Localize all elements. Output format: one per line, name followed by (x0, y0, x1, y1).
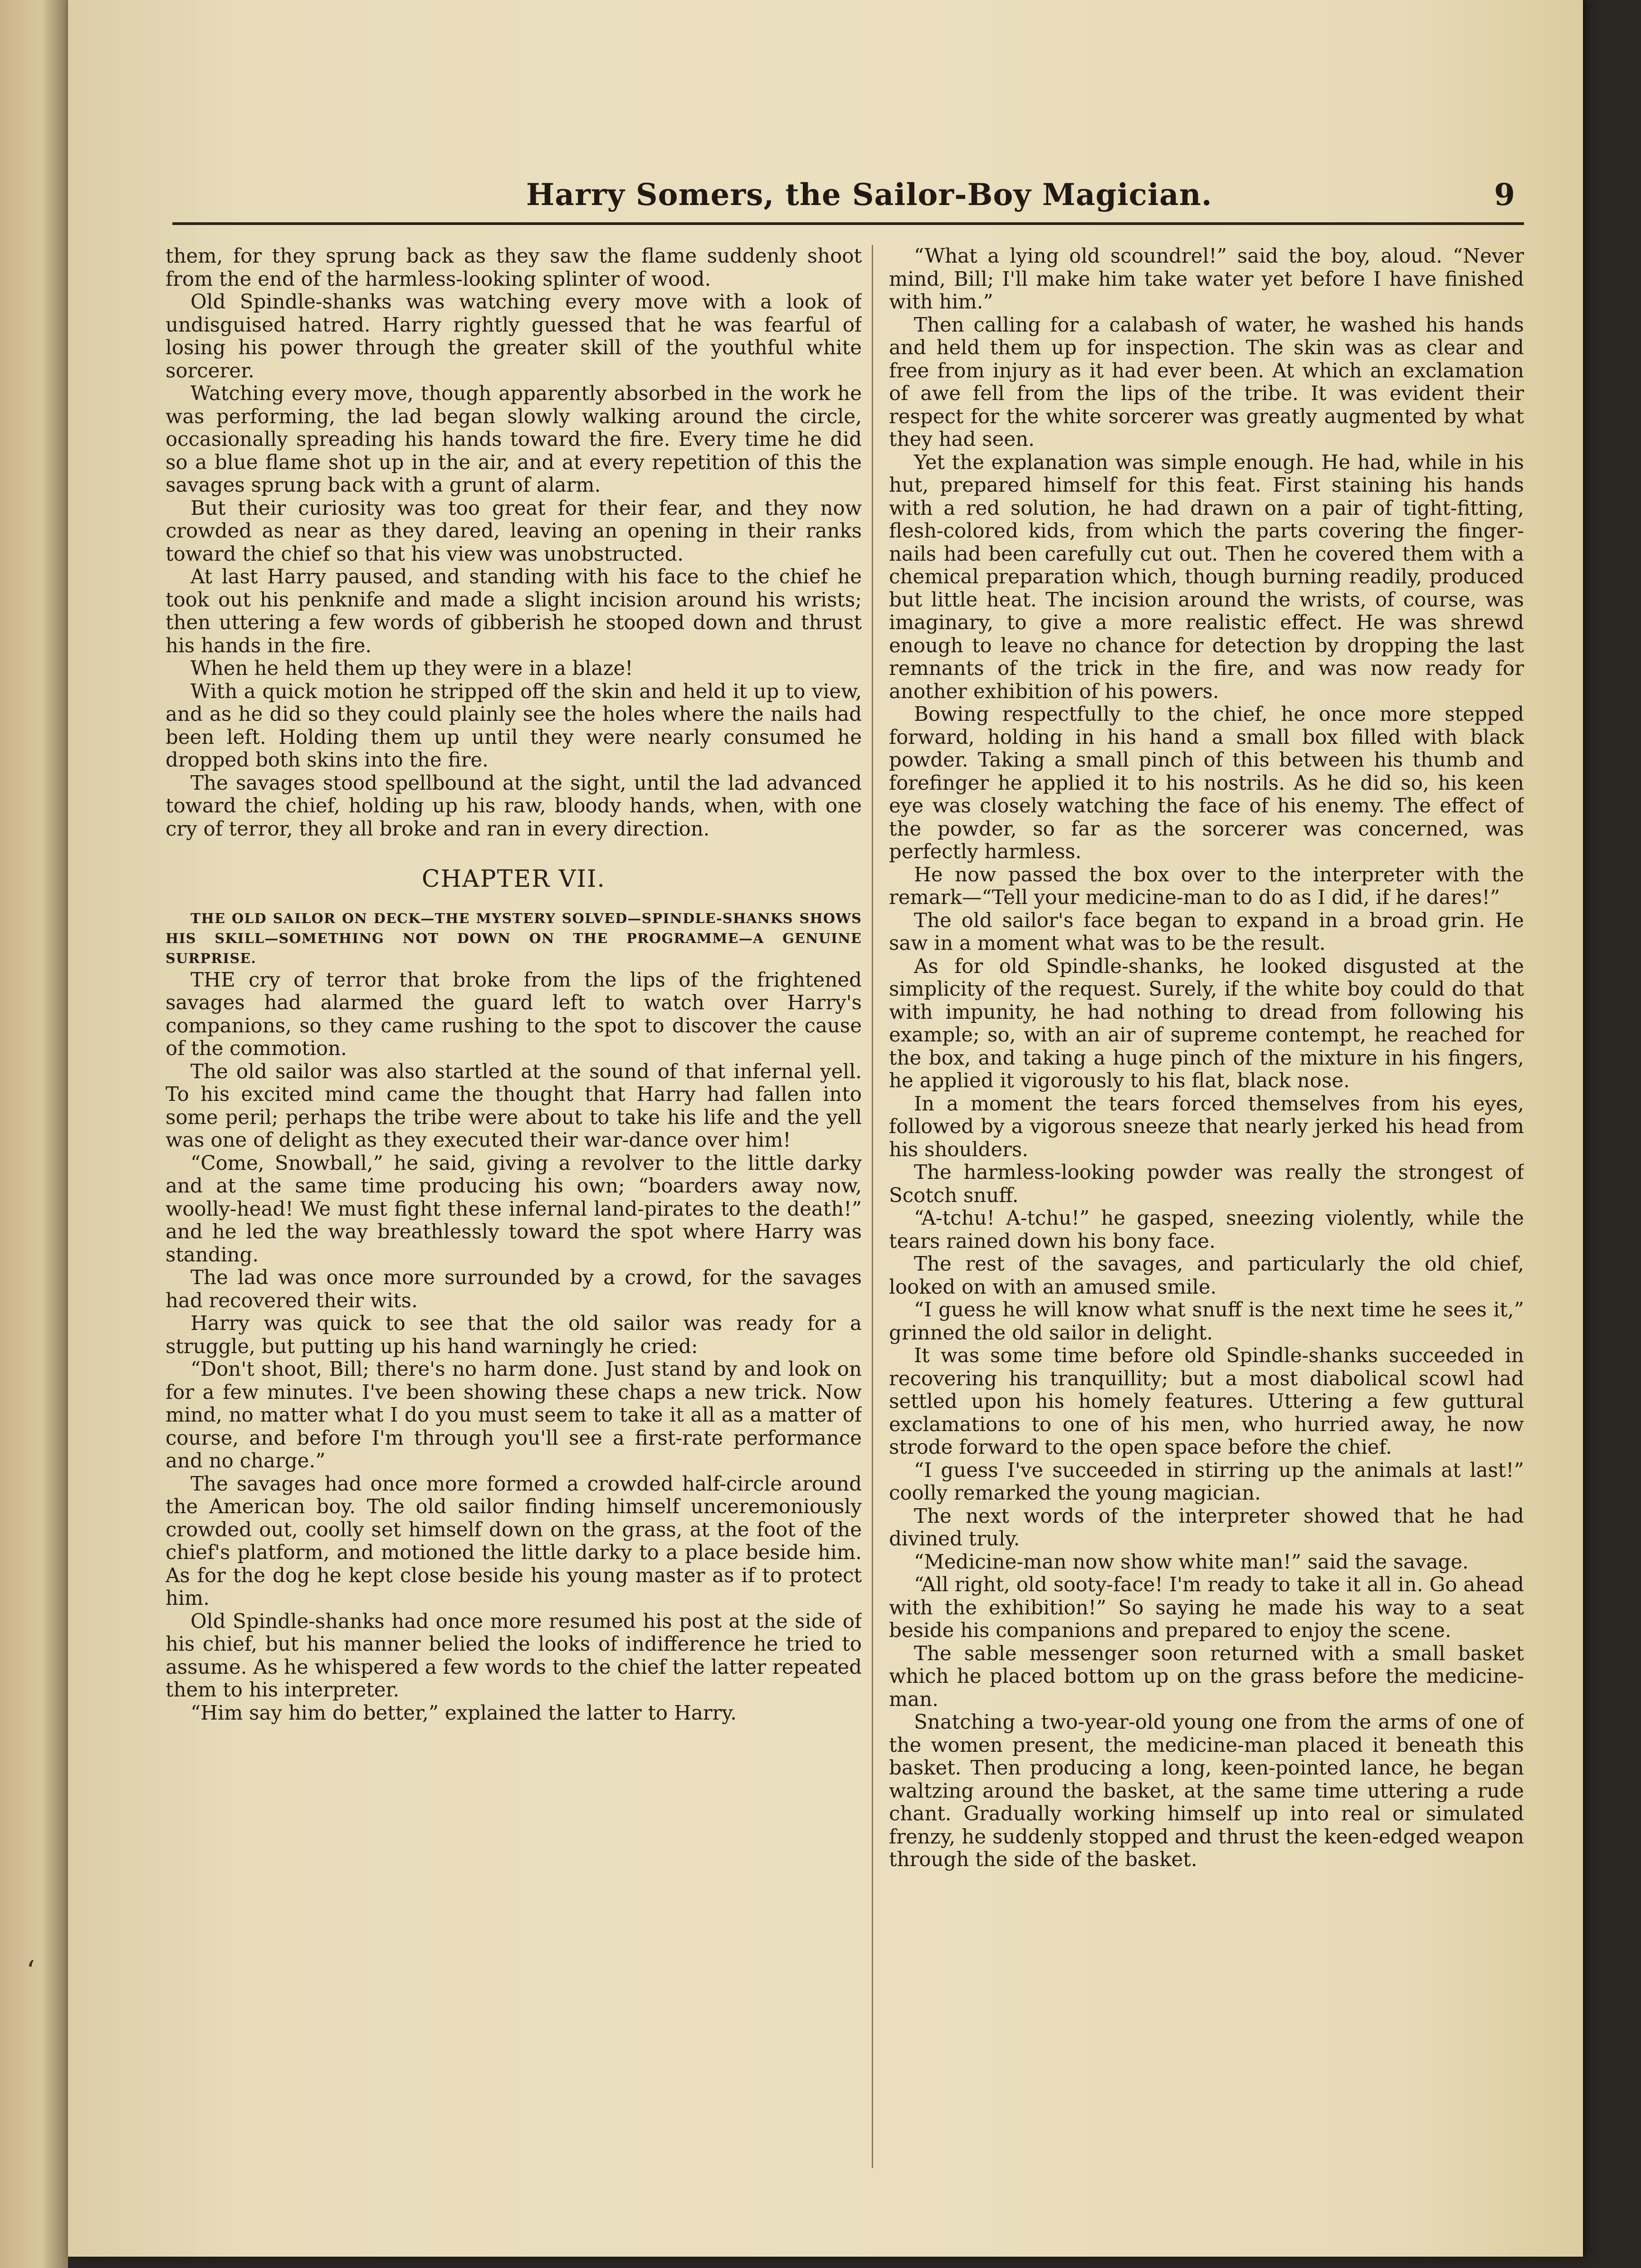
paragraph: THE cry of terror that broke from the lips of the frightened savages had alarmed the guard left to watch over Harry's companions, so they came rushing to the spot to discover the cause of the commotion. (166, 968, 862, 1060)
chapter-synopsis: THE OLD SAILOR ON DECK—THE MYSTERY SOLVED—SPINDLE-SHANKS SHOWS HIS SKILL—SOMETHING NOT DOWN ON THE PROGRAMME—A GENUINE SURPRISE. (166, 910, 862, 967)
paragraph: Watching every move, though apparently absorbed in the work he was performing, the lad began slowly walking around the circle, occasionally spreading his hands toward the fire. Every time he did so a blue flame shot up in the air, and at every repetition of this the savages sprung back with a grunt of alarm. (166, 382, 862, 497)
paragraph: The old sailor was also startled at the sound of that infernal yell. To his excited mind came the thought that Harry had fallen into some peril; perhaps the tribe were about to take his life and the yell was one of delight as they executed their war-dance over him! (166, 1060, 862, 1152)
paragraph: “Don't shoot, Bill; there's no harm done. Just stand by and look on for a few minutes. I've been showing these chaps a new trick. Now mind, no matter what I do you must seem to take it all as a matter of course, and before I'm through you'll see a first-rate performance and no charge.” (166, 1358, 862, 1472)
binding-gutter (0, 0, 68, 2268)
paragraph: But their curiosity was too great for their fear, and they now crowded as near as they dared, leaving an opening in their ranks toward the chief so that his view was unobstructed. (166, 497, 862, 566)
paragraph: Bowing respectfully to the chief, he once more stepped forward, holding in his hand a small box filled with black powder. Taking a small pinch of this between his thumb and forefinger he applied it to his nostrils. As he did so, his keen eye was closely watching the face of his enemy. The effect of the powder, so far as the sorcerer was concerned, was perfectly harmless. (889, 703, 1524, 863)
paragraph: The old sailor's face began to expand in a broad grin. He saw in a moment what was to be the result. (889, 909, 1524, 955)
paragraph: Old Spindle-shanks had once more resumed his post at the side of his chief, but his manner belied the looks of indifference he tried to assume. As he whispered a few words to the chief the latter repeated them to his interpreter. (166, 1610, 862, 1701)
paragraph: The savages stood spellbound at the sight, until the lad advanced toward the chief, holding up his raw, bloody hands, when, with one cry of terror, they all broke and ran in every direction. (166, 772, 862, 841)
paragraph: As for old Spindle-shanks, he looked disgusted at the simplicity of the request. Surely, if the white boy could do that with impunity, he had nothing to dread from following his example; so, with an air of supreme contempt, he reached for the box, and taking a huge pinch of the mixture in his fingers, he applied it vigorously to his flat, black nose. (889, 955, 1524, 1092)
right-text-column (889, 245, 1524, 2168)
paragraph: The savages had once more formed a crowded half-circle around the American boy. The old sailor finding himself unceremoniously crowded out, coolly set himself down on the grass, at the foot of the chief's platform, and motioned the little darky to a place beside him. As for the dog he kept close beside his young master as if to protect him. (166, 1472, 862, 1610)
margin-mark: ‘ (26, 1955, 35, 1987)
paragraph: In a moment the tears forced themselves from his eyes, followed by a vigorous sneeze that nearly jerked his head from his shoulders. (889, 1092, 1524, 1161)
paragraph: “What a lying old scoundrel!” said the boy, aloud. “Never mind, Bill; I'll make him take water yet before I have finished with him.” (889, 245, 1524, 313)
paragraph: Then calling for a calabash of water, he washed his hands and held them up for inspection. The skin was as clear and free from injury as it had ever been. At which an exclamation of awe fell from the lips of the tribe. It was evident their respect for the white sorcerer was greatly augmented by what they had seen. (889, 313, 1524, 451)
paragraph: He now passed the box over to the interpreter with the remark—“Tell your medicine-man to do as I did, if he dares!” (889, 863, 1524, 909)
paragraph: With a quick motion he stripped off the skin and held it up to view, and as he did so they could plainly see the holes where the nails had been left. Holding them up until they were nearly consumed he dropped both skins into the fire. (166, 680, 862, 772)
paragraph: It was some time before old Spindle-shanks succeeded in recovering his tranquillity; but a most diabolical scowl had settled upon his homely features. Uttering a few guttural exclamations to one of his men, who hurried away, he now strode forward to the open space before the chief. (889, 1344, 1524, 1459)
paragraph: The rest of the savages, and particularly the old chief, looked on with an amused smile. (889, 1253, 1524, 1299)
paragraph: “I guess I've succeeded in stirring up the animals at last!” coolly remarked the young magician. (889, 1459, 1524, 1505)
paragraph: Old Spindle-shanks was watching every move with a look of undisguised hatred. Harry rightly guessed that he was fearful of losing his power through the greater skill of the youthful white sorcerer. (166, 291, 862, 382)
paragraph: Harry was quick to see that the old sailor was ready for a struggle, but putting up his hand warningly he cried: (166, 1312, 862, 1358)
paragraph: “Medicine-man now show white man!” said the savage. (914, 1550, 1469, 1574)
paragraph: At last Harry paused, and standing with his face to the chief he took out his penknife and made a slight incision around his wrists; then uttering a few words of gibberish he stooped down and thrust his hands in the fire. (166, 566, 862, 657)
running-title: Harry Somers, the Sailor-Boy Magician. (526, 177, 1212, 212)
book-page (68, 0, 1583, 2257)
paragraph: “A-tchu! A-tchu!” he gasped, sneezing violently, while the tears rained down his bony face. (889, 1207, 1524, 1253)
paragraph: When he held them up they were in a blaze! (190, 657, 633, 680)
paragraph: The sable messenger soon returned with a small basket which he placed bottom up on the grass before the medicine-man. (889, 1642, 1524, 1711)
page-header (172, 172, 1524, 225)
page-number: 9 (1494, 177, 1515, 212)
paragraph: Yet the explanation was simple enough. He had, while in his hut, prepared himself for this feat. First staining his hands with a red solution, he had drawn on a pair of tight-fitting, flesh-colored kids, from which the parts covering the finger-nails had been carefully cut out. Then he covered them with a chemical preparation which, though burning readily, produced but little heat. The incision around the wrists, of course, was imaginary, to give a more realistic effect. He was shrewd enough to leave no chance for detection by dropping the last remnants of the trick in the fire, and was now ready for another exhibition of his powers. (889, 451, 1524, 703)
paragraph: The harmless-looking powder was really the strongest of Scotch snuff. (889, 1161, 1524, 1207)
paragraph: them, for they sprung back as they saw the flame suddenly shoot from the end of the harmless-looking splinter of wood. (166, 245, 862, 291)
column-rule (872, 245, 873, 2168)
paragraph: “All right, old sooty-face! I'm ready to take it all in. Go ahead with the exhibition!” So saying he made his way to a seat beside his companions and prepared to enjoy the scene. (889, 1574, 1524, 1642)
paragraph: “I guess he will know what snuff is the next time he sees it,” grinned the old sailor in delight. (889, 1299, 1524, 1344)
paragraph: “Come, Snowball,” he said, giving a revolver to the little darky and at the same time producing his own; “boarders away now, woolly-head! We must fight these infernal land-pirates to the death!” and he led the way breathlessly toward the spot where Harry was standing. (166, 1152, 862, 1266)
paragraph: The next words of the interpreter showed that he had divined truly. (889, 1505, 1524, 1550)
chapter-title: CHAPTER VII. (421, 865, 606, 893)
paragraph: The lad was once more surrounded by a crowd, for the savages had recovered their wits. (166, 1266, 862, 1312)
paragraph: Snatching a two-year-old young one from the arms of one of the women present, the medicine-man placed it beneath this basket. Then producing a long, keen-pointed lance, he began waltzing around the basket, at the same time uttering a rude chant. Gradually working himself up into real or simulated frenzy, he suddenly stopped and thrust the keen-edged weapon through the side of the basket. (889, 1711, 1524, 1871)
left-text-column (166, 245, 862, 2168)
paragraph: “Him say him do better,” explained the latter to Harry. (190, 1701, 737, 1725)
